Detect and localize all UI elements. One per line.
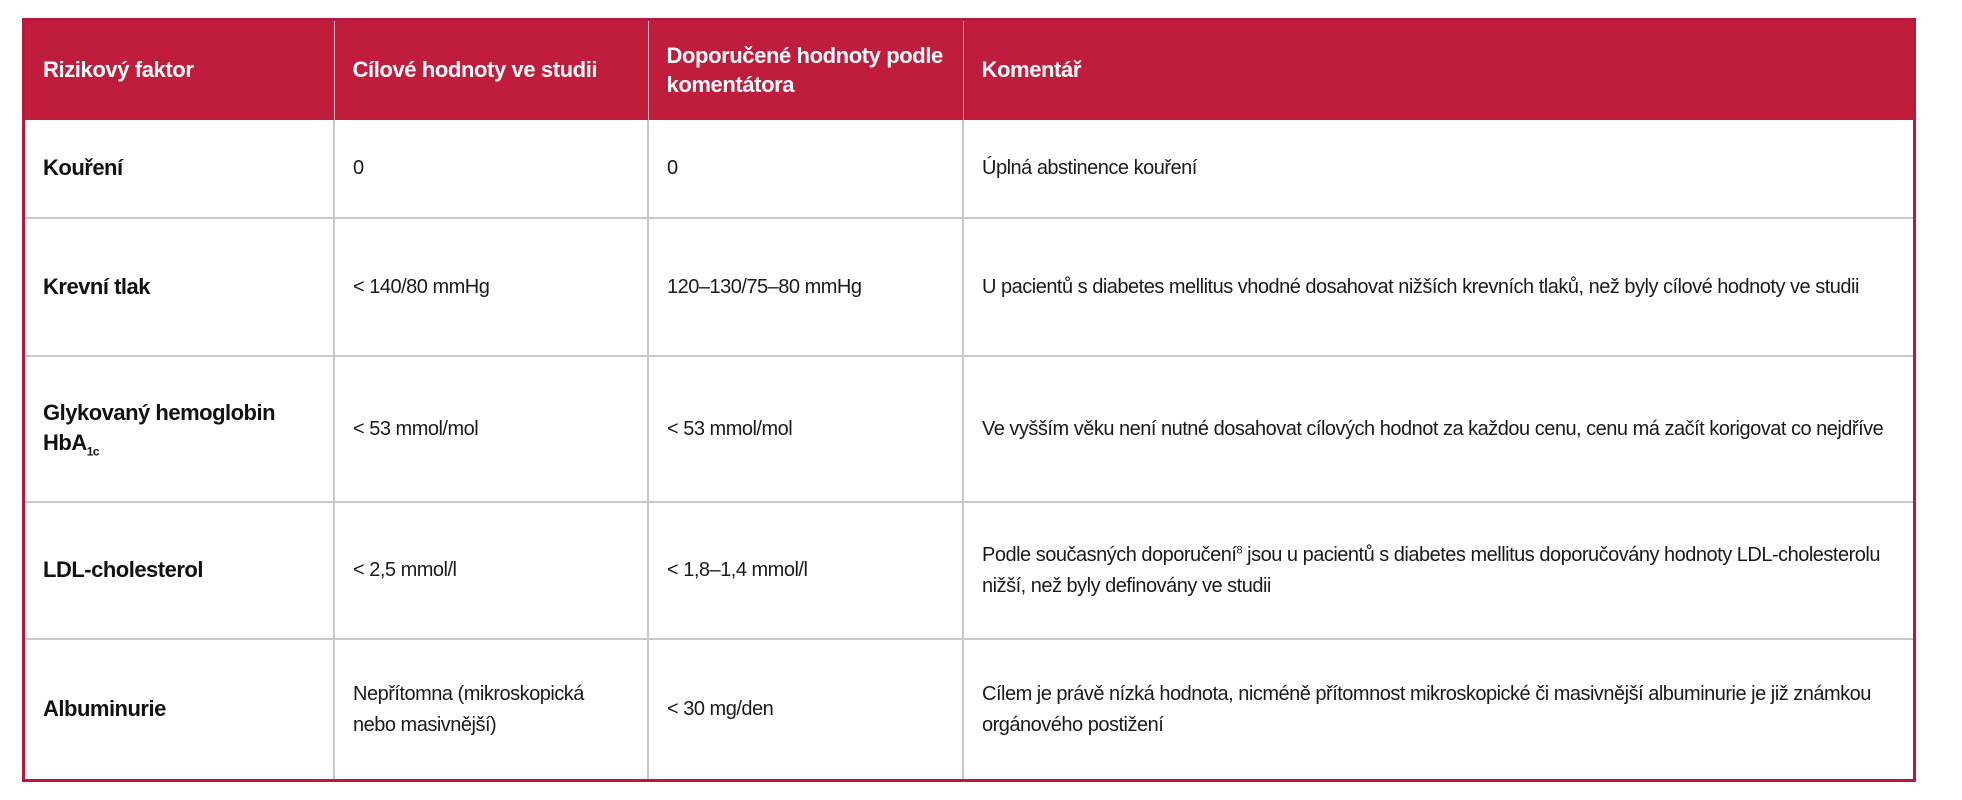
row-comment: Úplná abstinence kouření — [982, 157, 1197, 179]
risk-factor-table — [25, 21, 1913, 779]
risk-factor-table-frame — [22, 18, 1916, 782]
row-factor-text: Glykovaný hemoglobin HbA — [43, 399, 276, 456]
table-row — [25, 218, 1913, 356]
row-recommended: 0 — [648, 120, 963, 218]
header-row — [25, 21, 1913, 120]
row-comment: Cílem je právě nízká hodnota, nicméně přítomnost mikroskopické či masivnější albuminurie je již známkou orgánového postižení — [982, 682, 1871, 736]
row-comment: Ve vyšším věku není nutné dosahovat cílových hodnot za každou cenu, cenu má začít korigovat co nejdříve — [982, 417, 1884, 440]
header-study-target: Cílové hodnoty ve studii — [334, 21, 648, 120]
row-factor: LDL-cholesterol — [25, 502, 334, 639]
reference-superscript: 8 — [1236, 543, 1243, 556]
row-comment — [963, 502, 1913, 639]
row-factor — [25, 356, 334, 502]
row-recommended: 120–130/75–80 mmHg — [648, 218, 963, 356]
row-comment-text: Podle současných doporučení — [982, 543, 1237, 566]
row-factor: Krevní tlak — [25, 218, 334, 356]
row-comment-text-rest: jsou u pacientů s diabetes mellitus doporučovány hodnoty LDL-cholesterolu nižší, než byly definovány ve studii — [982, 543, 1880, 597]
row-study-target: < 2,5 mmol/l — [334, 502, 648, 639]
table-body — [25, 120, 1913, 779]
header-risk-factor: Rizikový faktor — [25, 21, 334, 120]
row-recommended: < 30 mg/den — [648, 639, 963, 779]
table-row — [25, 356, 1913, 502]
table-row — [25, 120, 1913, 218]
table-row — [25, 639, 1913, 779]
row-factor-subscript: 1c — [86, 444, 100, 459]
row-factor: Kouření — [25, 120, 334, 218]
row-recommended: < 53 mmol/mol — [648, 356, 963, 502]
row-factor: Albuminurie — [25, 639, 334, 779]
row-study-target: < 53 mmol/mol — [334, 356, 648, 502]
row-study-target: 0 — [334, 120, 648, 218]
row-comment: U pacientů s diabetes mellitus vhodné dosahovat nižších krevních tlaků, než byly cílové hodnoty ve studii — [982, 275, 1859, 298]
row-study-target: Nepřítomna (mikroskopická nebo masivnější) — [334, 639, 648, 779]
row-study-target: < 140/80 mmHg — [334, 218, 648, 356]
table-row — [25, 502, 1913, 639]
header-comment: Komentář — [981, 57, 1081, 83]
table-header — [25, 21, 1913, 120]
row-recommended: < 1,8–1,4 mmol/l — [648, 502, 963, 639]
header-recommended: Doporučené hodnoty podle komentátora — [648, 21, 963, 120]
